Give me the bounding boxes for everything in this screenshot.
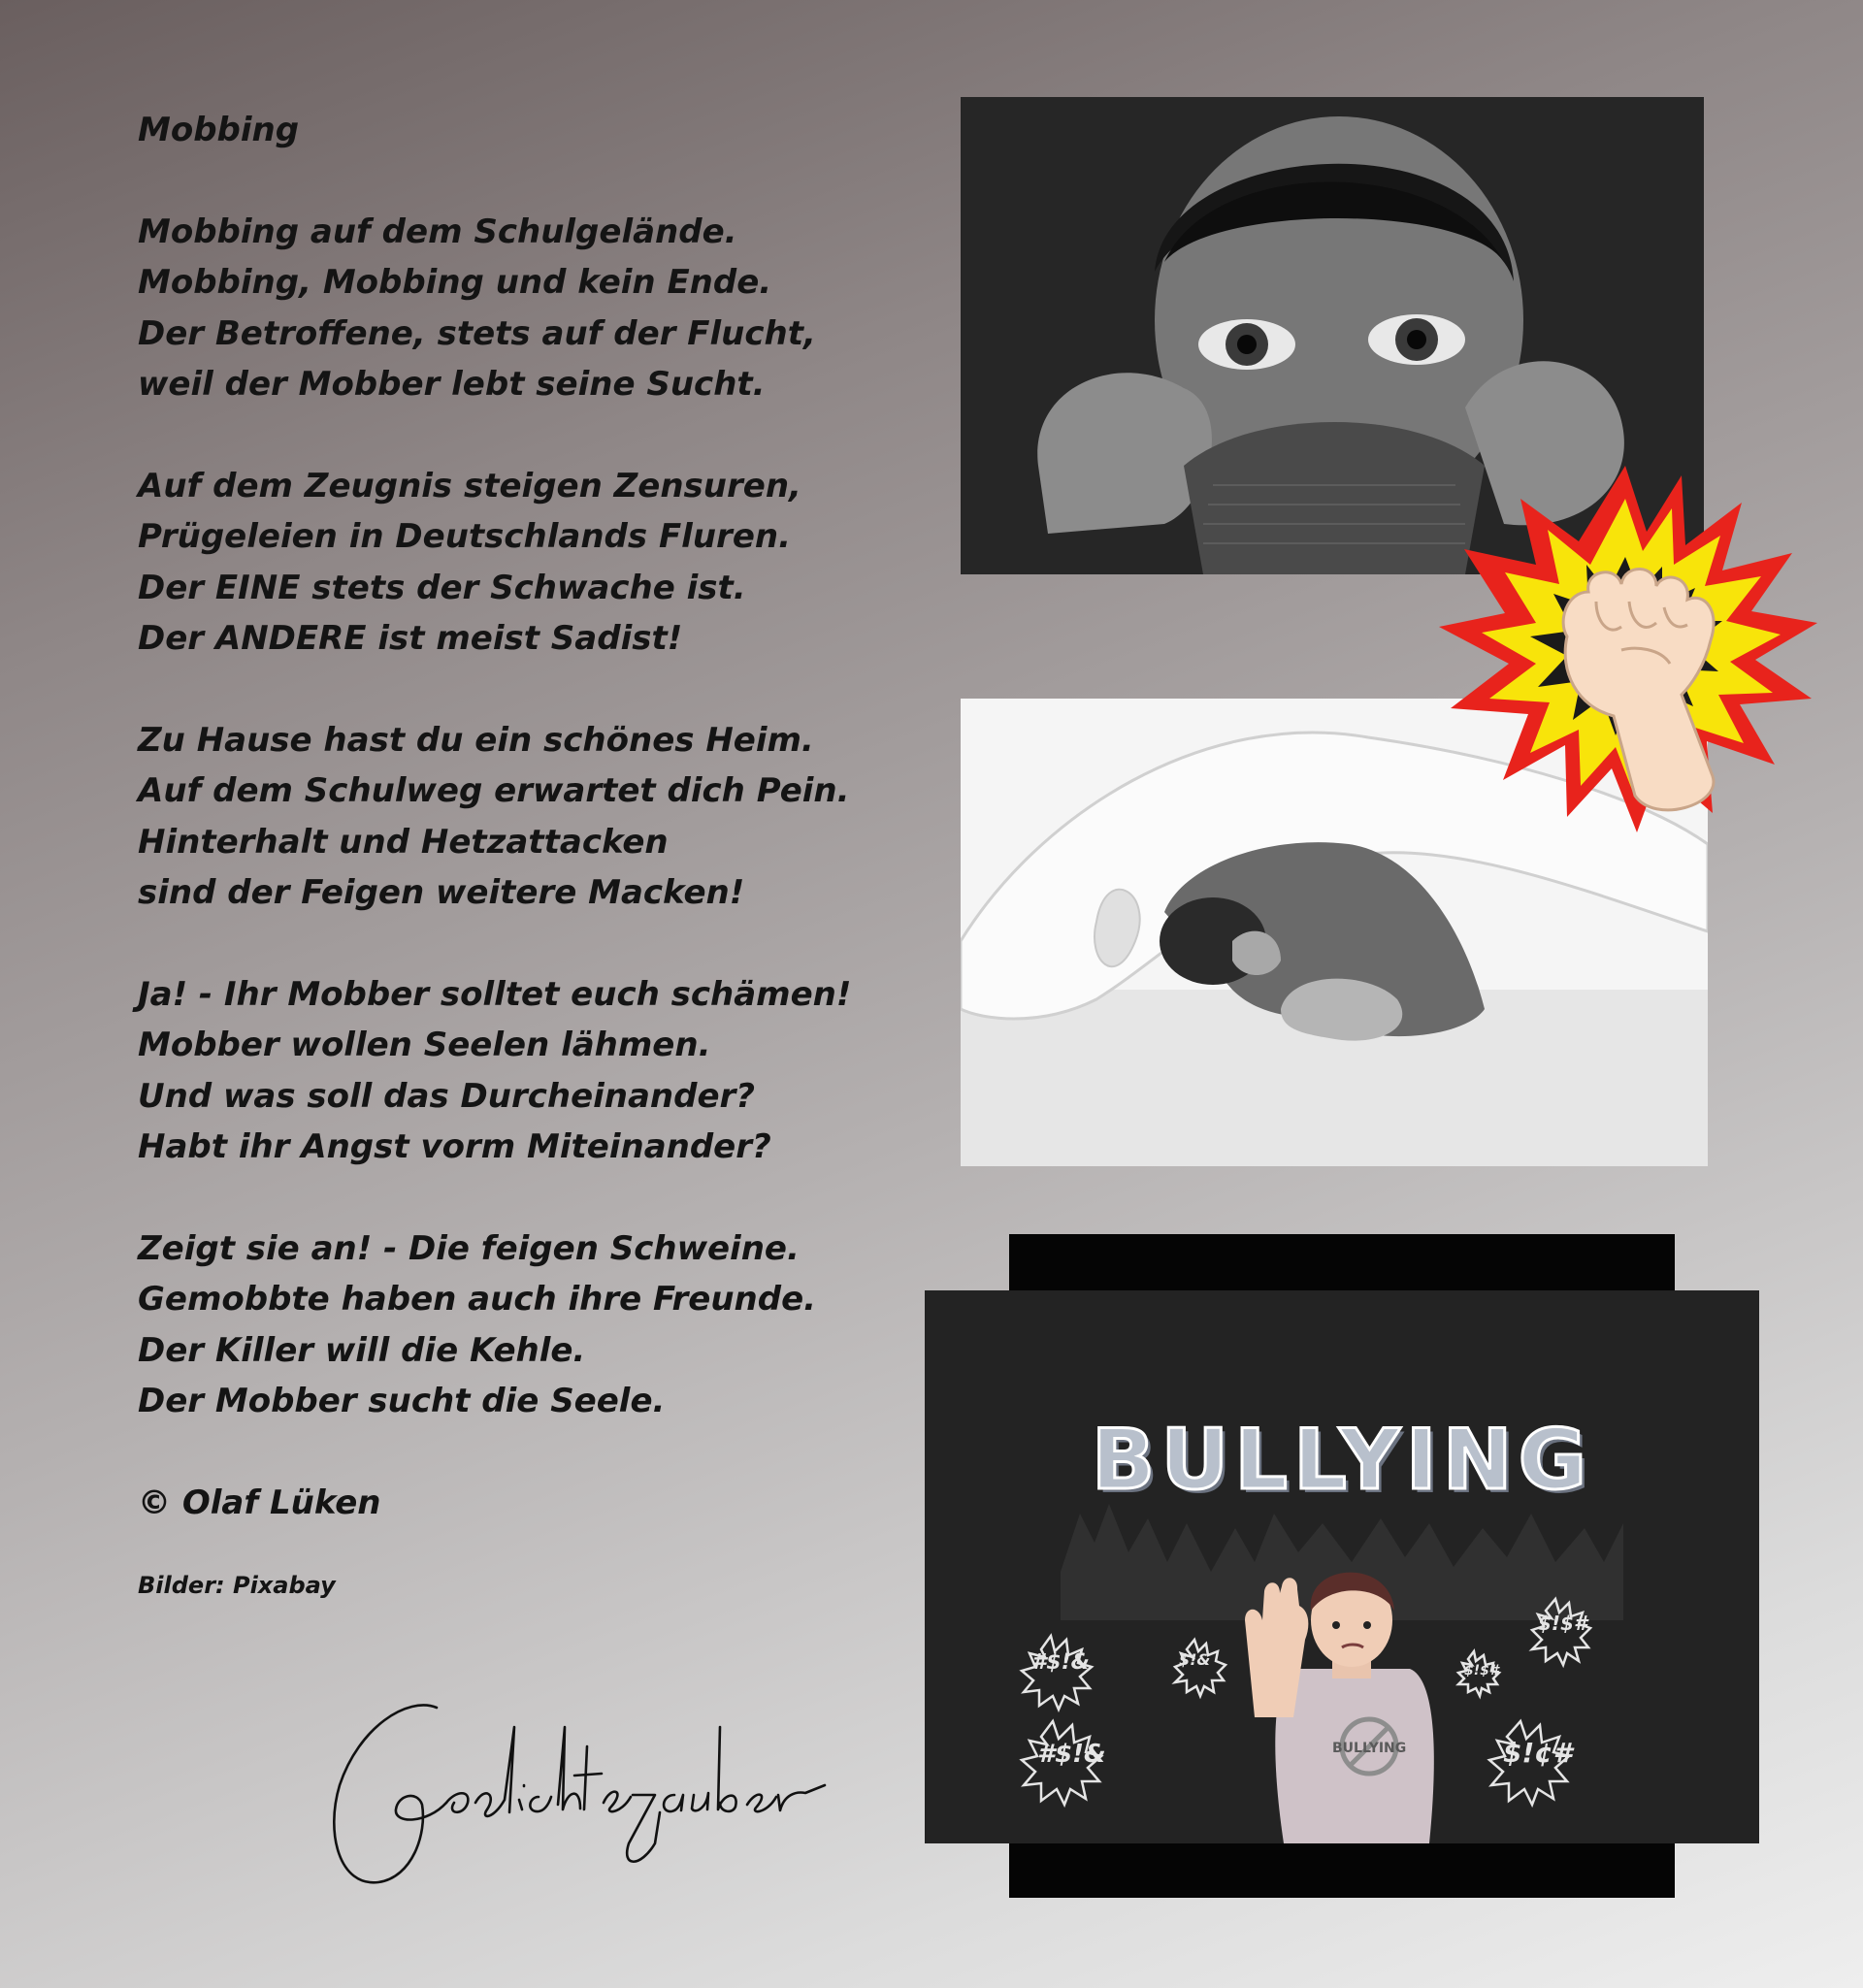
poem-line: Mobber wollen Seelen lähmen. (138, 1026, 711, 1064)
speech-bubble-text: $!& (1179, 1650, 1211, 1669)
poem (138, 105, 933, 1600)
bullying-heading: BULLYING (1091, 1412, 1593, 1509)
poem-title: Mobbing (138, 111, 300, 149)
signature-logo (320, 1688, 844, 1902)
bullying-illustration (925, 1290, 1759, 1843)
poem-line: Hinterhalt und Hetzattacken (138, 822, 669, 862)
shirt-text: BULLYING (1332, 1741, 1407, 1756)
poem-line: Der ANDERE ist meist Sadist! (138, 619, 683, 658)
image-credits: Bilder: Pixabay (138, 1572, 336, 1599)
poem-line: Prügeleien in Deutschlands Fluren. (138, 517, 791, 556)
poem-line: Der EINE stets der Schwache ist. (138, 568, 746, 607)
speech-bubble-text: #$!& (1037, 1740, 1106, 1769)
poem-line: Zeigt sie an! - Die feigen Schweine. (138, 1228, 800, 1268)
poem-line: Der Killer will die Kehle. (138, 1330, 586, 1370)
poem-line: Mobbing auf dem Schulgelände. (138, 212, 737, 251)
poem-line: Auf dem Zeugnis steigen Zensuren, (138, 466, 801, 505)
fist-burst-icon (1431, 456, 1819, 834)
copyright: © Olaf Lüken (138, 1483, 381, 1522)
poem-line: Und was soll das Durcheinander? (138, 1076, 756, 1116)
stanza-4 (138, 969, 933, 1173)
poem-line: sind der Feigen weitere Macken! (138, 873, 745, 912)
poem-line: Ja! - Ihr Mobber solltet euch schämen! (138, 974, 852, 1014)
poem-line: Auf dem Schulweg erwartet dich Pein. (138, 771, 850, 810)
poem-line: weil der Mobber lebt seine Sucht. (138, 365, 766, 404)
stanza-2 (138, 461, 933, 665)
speech-bubble-text: #$!& (1031, 1650, 1090, 1675)
stanza-1 (138, 207, 933, 410)
poem-line: Zu Hause hast du ein schönes Heim. (138, 720, 814, 760)
poem-line: Mobbing, Mobbing und kein Ende. (138, 263, 772, 302)
poem-line: Gemobbte haben auch ihre Freunde. (138, 1280, 817, 1319)
poem-line: Der Mobber sucht die Seele. (138, 1382, 666, 1420)
stanza-5 (138, 1223, 933, 1427)
speech-bubble-text: $!$# (1538, 1612, 1587, 1635)
stanza-3 (138, 715, 933, 919)
speech-bubble-text: $!¢# (1503, 1737, 1573, 1769)
poem-line: Habt ihr Angst vorm Miteinander? (138, 1127, 771, 1166)
poem-line: Der Betroffene, stets auf der Flucht, (138, 313, 816, 353)
illustration-drawing (925, 1290, 1759, 1843)
speech-bubble-text: $!$# (1464, 1663, 1499, 1678)
